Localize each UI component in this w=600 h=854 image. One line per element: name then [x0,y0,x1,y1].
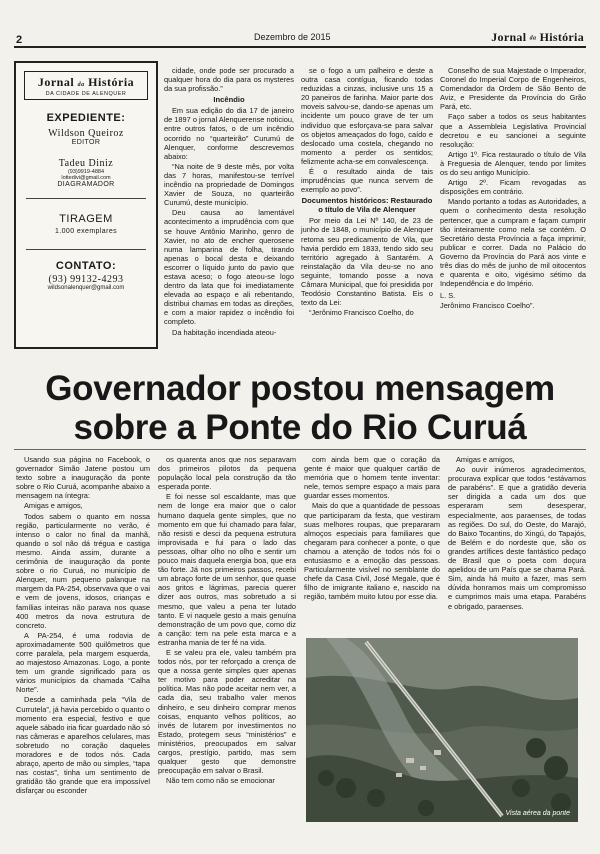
masthead-subtitle: DA CIDADE DE ALENQUER [45,91,127,97]
paragraph: cidade, onde pode ser procurado a qualquer hora do dia para os mysteres da sua profissão.” [164,66,294,94]
divider [26,249,146,250]
paragraph: Usando sua página no Facebook, o governador Simão Jatene postou um texto sobre a inauguração da ponte sobre o Rio Curuá, acompanhe abaixo a mensagem na íntegra: [16,455,150,501]
paragraph: Conselho de sua Majestade o Imperador, Coronel do Imperial Corpo de Engenheiros, Comendador da Ordem de São Bento de Aviz, e Presidente da Província do Grão Pará, etc. [440,66,586,112]
bridge-aerial-photo [306,638,578,822]
contato-phone: (93) 99132-4293 [48,274,124,285]
top-article-col1-paras [164,66,294,93]
tiragem-value: 1.000 exemplares [54,228,118,235]
photo-caption: Vista aérea da ponte [505,810,570,817]
incendio-body [164,106,294,336]
expediente-box [14,61,158,349]
header-rule [14,46,586,48]
top-article-col3 [440,66,586,311]
designer-phone: (93)9919-4884 [67,169,105,175]
paragraph: Não tem como não se emocionar [166,776,275,786]
paragraph: Mando portanto a todas as Autoridades, a quem o conhecimento desta resolução pertencer, que a cumpram e façam cumprir tão inteiramente como nela se contém. O Secretário desta Província a faça imprimir, publicar e correr. Dada no Palácio do Governo da Província do Pará aos vinte e três dias do mês de junho de mil oitocentos e quarenta e oito, vigésimo sétimo da Independência e do Império. [440,197,586,289]
paragraph: E foi nesse sol escaldante, mas que nem de longe era maior que o calor humano daquela gente simples, que no momento em que fui chamado para falar, não resisti e desci da pequena estrutura improvisada e fui para o lado das pessoas, olhar olho no olho e sentir um pouco mais daquela energia boa, que era tão forte. Já nos primeiros passos, recebi um abraço forte de um senhor, que quase aos gritos e lágrimas, parecia querer dizer aos outros, mas sobretudo a si mesmo, que valeu a pena ter lutado tanto. E vi naquele gesto a mais genuína demonstração de um povo que, como diz a canção: tem na pele esta marca e a estranha mania de ter fé na vida. [158,492,296,647]
paragraph: L. S. [440,291,456,301]
main-article-col4 [448,455,586,612]
designer-section [16,158,156,188]
paragraph: Por meio da Lei Nº 140, de 23 de junho de 1848, o município de Alenquer retoma seu predicamento de Vila, que havia perdido em 1833, tendo sido seu território agregado à Santarém. A reinstalação da Vila deu-se no ano seguinte, tomando posse a nova Câmara Municipal, que foi presidida por Teodósio Constantino Batista. Eis o texto da Lei: [301,216,433,308]
tiragem-section [16,213,156,235]
tiragem-label: TIRAGEM [59,213,113,225]
paragraph: Desde a caminhada pela “Vila de Currutela”, já havia percebido o quanto o momento era especial, festivo e que aquele sábado iria ficar guardado não só nas câmeras e aparelhos celulares, mas sobretudo no coração daqueles moradores e de todos nós. Cada abraço, aperto de mão ou simples, “tapa nas costas”, tinha um sentimento de gratidão tão grande que era impossível disfarçar ou esconder [16,695,150,796]
paragraph: Da habitação incendiada ateou- [172,327,277,337]
headline-rule [14,449,586,450]
incendio-continuation [301,66,433,194]
header-logo [484,30,584,45]
paragraph: com ainda bem que o coração da gente é maior que qualquer cartão de memória que o homem tente inventar: nele, temos sempre espaço a mais para guardar esses momentos. [304,455,440,501]
contato-email: wildsonalenquer@gmail.com [47,285,125,291]
paragraph: Todos sabem o quanto em nossa região, particularmente no verão, é intenso o calor no final da manhã, quando o sol não dá trégua e castiga mesmo. Ainda assim, durante a cerimônia de inauguração da ponte sobre o rio Curuá, no município de Alenquer, num pequeno palanque na margem da PA-254, observava que o vai e vem de jovens, idosos, crianças e famílias inteiras não parava nos quase 400 metros da nova estrutura de concreto. [16,511,150,630]
top-article-col1 [164,66,294,338]
designer-email: lottedivi@gmail.com [61,175,111,181]
main-headline [14,369,586,447]
paragraph: os quarenta anos que nos separavam dos primeiros pilotos da pequena população local pela construção da tão esperada ponte. [158,455,296,492]
paragraph: A PA-254, é uma rodovia de aproximadamente 500 quilômetros que corre paralela, pela margem esquerda, ao majestoso Amazonas. Logo, a ponte tem um grande significado para os vários municípios da chamada “Calha Norte”. [16,630,150,695]
main-article-col2 [158,455,296,786]
paragraph: Amigas e amigos, [456,455,515,464]
editor-role: EDITOR [71,139,101,146]
issue-date: Dezembro de 2015 [254,32,331,42]
documentos-subhead: Documentos históricos: Restaurado o título de Vila de Alenquer [301,196,433,215]
headline-line1: Governador postou mensagem [45,369,555,408]
paragraph: Ao ouvir inúmeros agradecimentos, procurava explicar que todos “estávamos de parabéns”. E que a gratidão deveria ser dirigida a cada um dos que esperaram sem desesperar, especialmente, aos paraenses, de todas as regiões. Do sul, do Oeste, do Marajó, do Baixo Tocantins, do Xingú, do Tapajós, de Belém e do nordeste que, são os grandes artífices deste fantástico pedaço de Brasil que o poeta com doçura apelidou de um País que se chama Pará. Sim, ainda há muito a fazer, mas sem dúvida honramos mais um compromisso e cumprimos mais uma etapa. Parabéns e obrigado, paraenses. [448,465,586,611]
paragraph: Deu causa ao lamentável acontecimento a imprudência com que se houve Antônio Marinho, genro de Xavier, no ato de encher querosene numa lamparina de folha, tirando apenas o bocal desta e deixando escorrer o líquido junto do pavio que estava aceso; o fogo ateou-se logo dentro da lata que foi imediatamente elevada ao espaço e ali rebentando, distribui chamas em todas as direções, e com a maior rapidez o incêndio foi completo. [164,208,294,327]
header-logo-word2: História [539,30,584,44]
expediente-section [16,112,156,146]
paragraph: Em sua edição do dia 17 de janeiro de 1897 o jornal Alenquerense noticiou, entre outros fatos, o de um incêndio ocorrido no “quarteirão” Curumú de Alenquer, conforme descrevemos abaixo: [164,106,294,161]
paragraph: Jerônimo Francisco Coelho”. [440,301,535,311]
masthead-title [27,75,145,90]
contato-label: CONTATO: [55,260,117,272]
lei-text [440,66,586,288]
main-article-col1 [16,455,150,796]
masthead-title-word1: Jornal [37,75,75,89]
designer-name: Tadeu Diniz [58,158,114,169]
contato-section [16,260,156,291]
designer-role: DIAGRAMADOR [57,181,115,188]
headline-line2: sobre a Ponte do Rio Curuá [73,408,527,447]
paragraph: “Jerônimo Francisco Coelho, do [309,308,414,318]
incendio-subhead: Incêndio [213,95,245,105]
header-logo-word1: Jornal [491,30,527,44]
paragraph: Mais do que a quantidade de pessoas que participaram da festa, que vestiram suas melhores roupas, que prepararam almoços especiais para familiares que chegaram para conhecer a ponte, o que chamou a atenção de todos nós foi o entusiasmo e a emoção das pessoas. Particularmente visível no semblante do chefe da Casa Civil, José Megale, que é filho de imigrante italiano e, nascido na região, também muito lutou por esse dia. [304,501,440,602]
header-logo-da: da [529,35,537,42]
expediente-label: EXPEDIENTE: [46,112,126,124]
lei-signature [440,291,586,310]
page-number: 2 [16,34,23,46]
paragraph: “Na noite de 9 deste mês, por volta das 7 horas, manifestou-se terrível incêndio na propriedade de Domingos Xavier de Souza, no quarteirão Curumú, deste município. [164,161,294,208]
masthead-title-da: da [77,82,85,88]
main-article-col3 [304,455,440,603]
paragraph: Artigo 2º. Ficam revogadas as disposições em contrário. [440,178,586,197]
paragraph: Artigo 1º. Fica restaurado o título de Vila à Freguesia de Alenquer, tendo por limites os do seu antigo Município. [440,149,586,178]
bridge-photo-image [306,638,578,822]
paragraph: E se valeu pra ele, valeu também pra todos nós, por ter reforçado a crença de que a nossa gente simples quer apenas ter motivo para poder acreditar na política. Mas não pode aceitar nem ver, a cada dia, seu trabalho valer menos dinheiro, e seu dinheiro comprar menos coisas, enquanto velhos políticos, ao invés de lutarem por investimentos no Estado, protegem seus “ministérios” e ministérios, preocupados em salvar cargos, prestígio, partido, mas sem qualquer gesto que demonstre preocupação em salvar o Brasil. [158,647,296,776]
paragraph: Faço saber a todos os seus habitantes que a Assembleia Legislativa Provincial decretou e eu sancionei a seguinte resolução: [440,112,586,149]
masthead-title-word2: História [88,75,135,89]
documentos-body [301,216,433,317]
masthead [24,71,148,100]
paragraph: Amigas e amigos, [24,501,83,511]
top-article-col2 [301,66,433,318]
divider [26,198,146,199]
paragraph: É o resultado ainda de tais imprudências que nunca servem de exemplo ao povo”. [301,167,433,195]
editor-name: Wildson Queiroz [48,128,124,139]
paragraph: se o fogo a um palheiro e deste a outra casa contígua, ficando todas reduzidas a cinzas, inclusive uns 15 a 20 paneiros de farinha. Maior parte dos moveis salvou-se, dando-se apenas um incidente um pouco grave de ter um indivíduo que esforçava-se para salvar os objetos ameaçados do fogo, caído e deslocado uma costela, chegando no momento a perder os sentidos; felizmente acha-se em convalescença. [301,66,433,166]
